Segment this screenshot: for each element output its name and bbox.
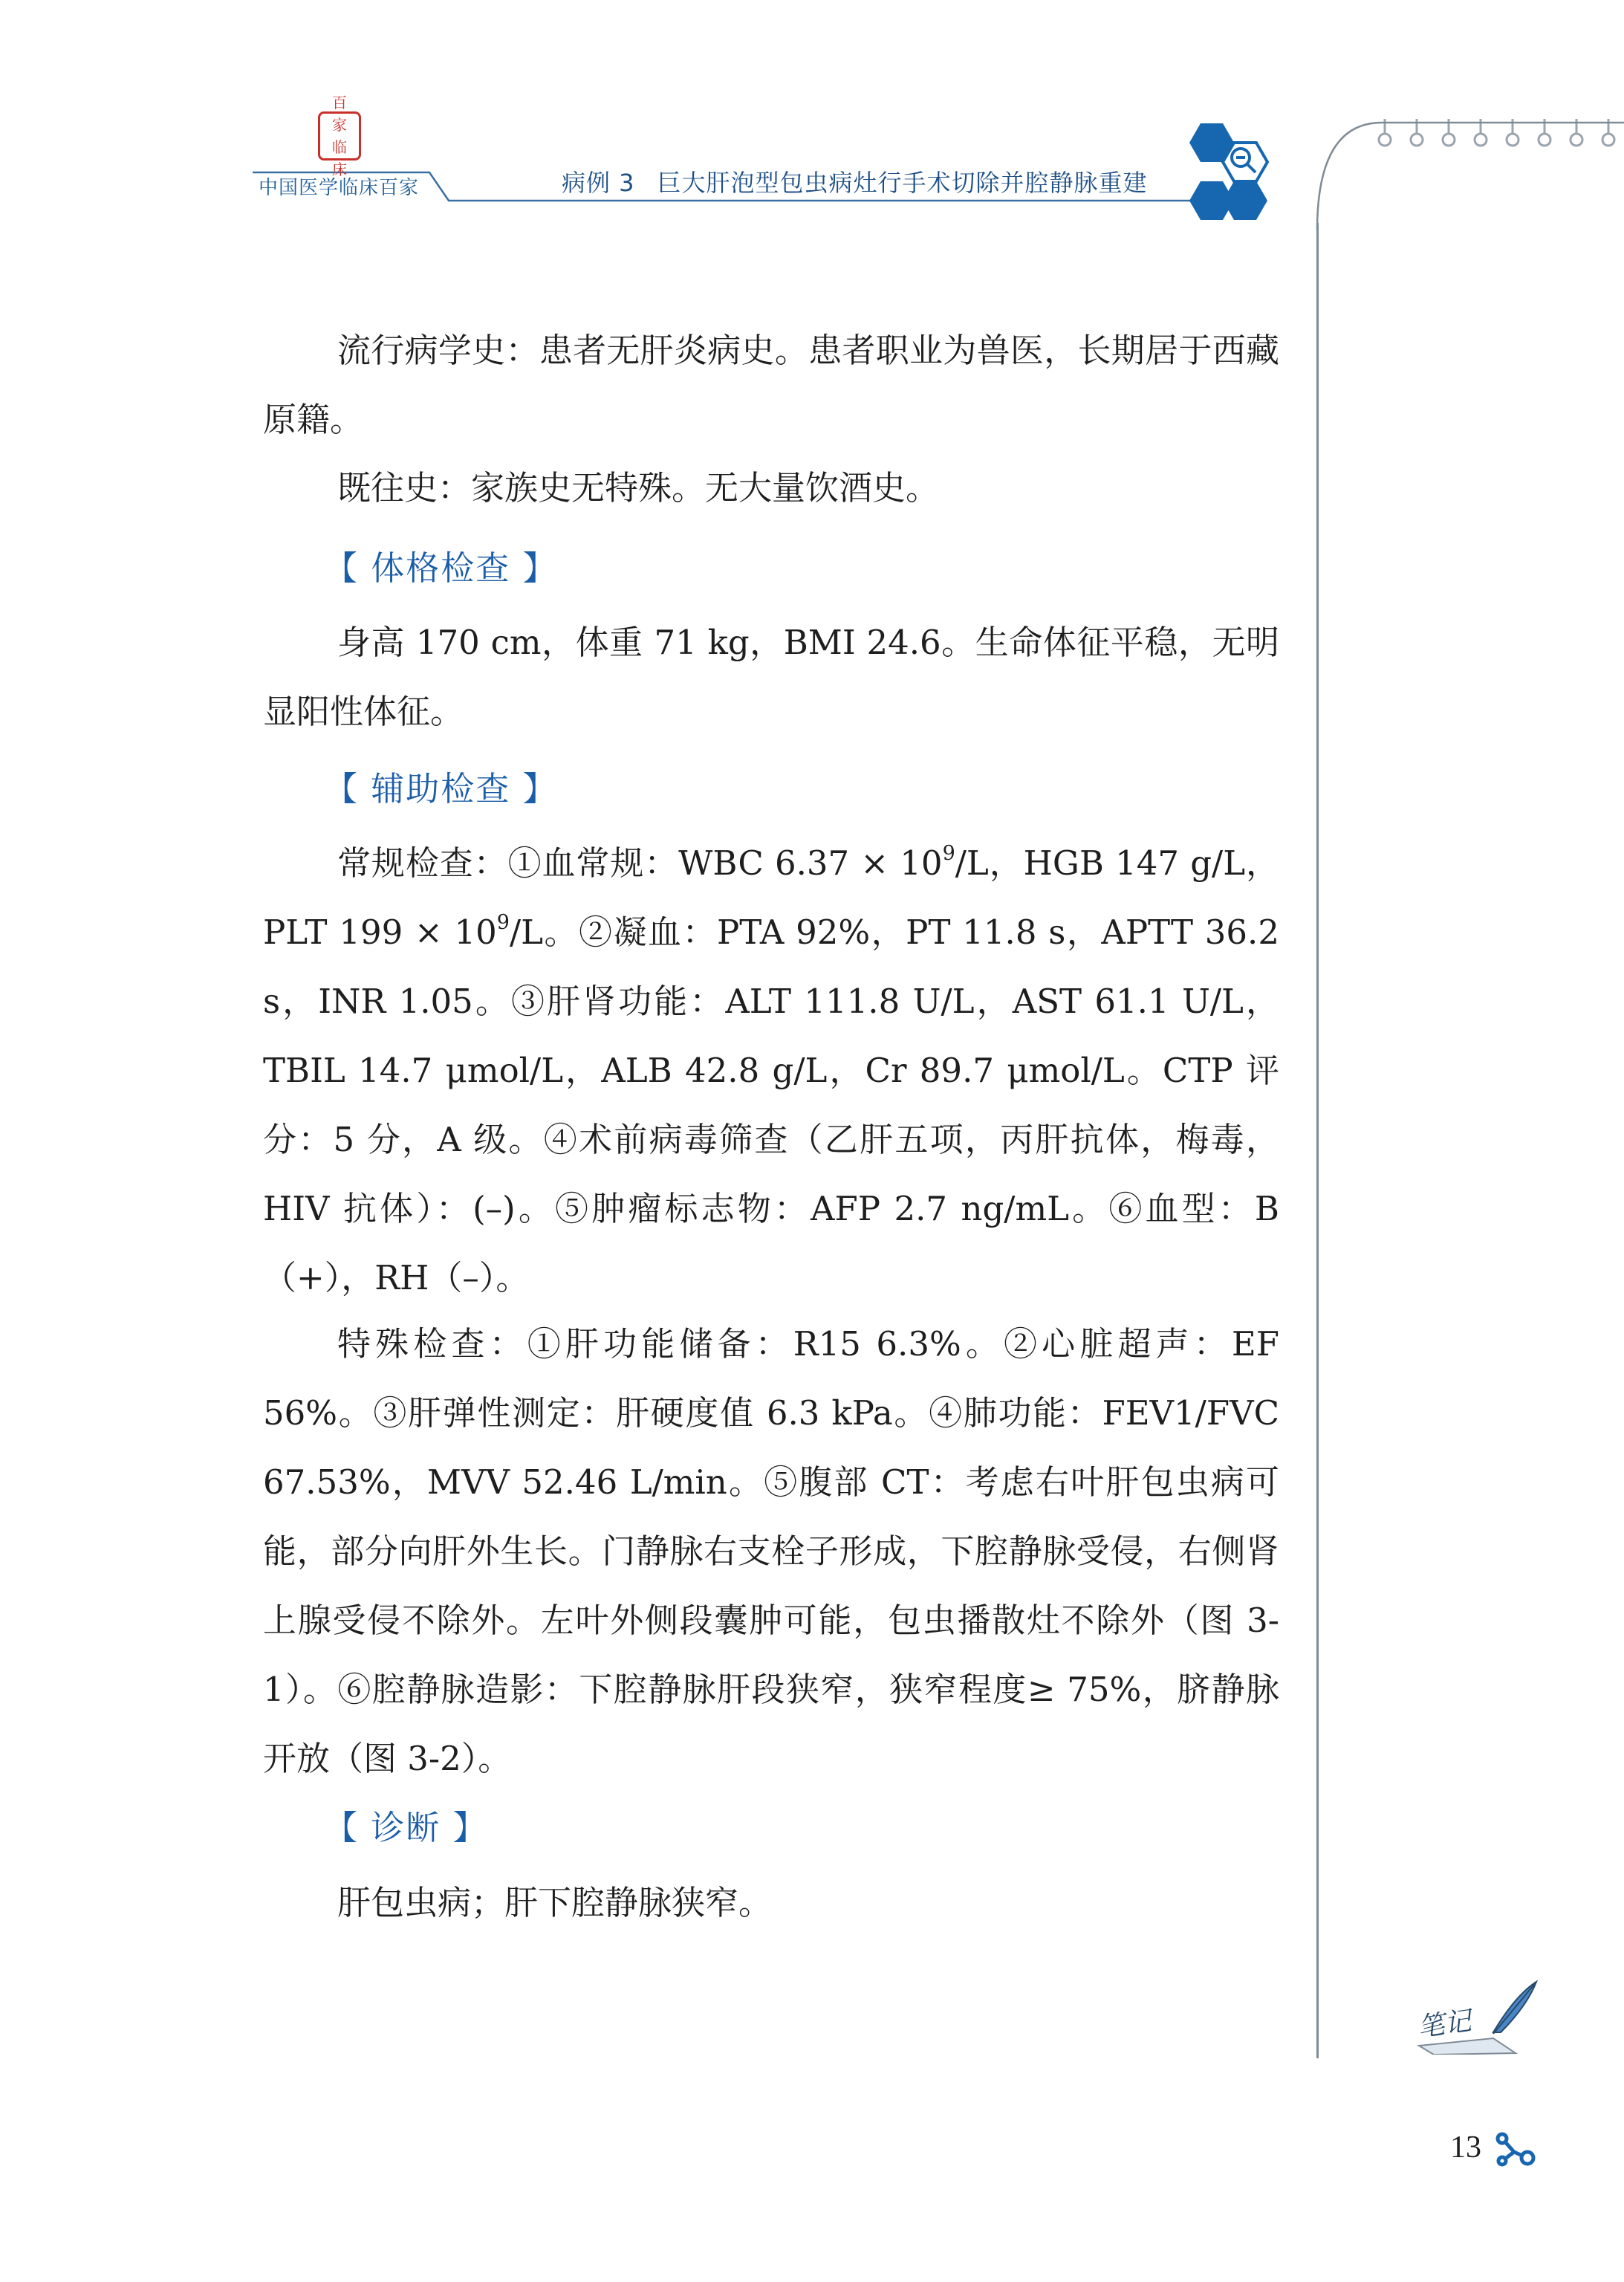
past-history-paragraph: 既往史：家族史无特殊。无大量饮酒史。 [337, 468, 940, 508]
case-number: 病例 3 [562, 169, 635, 197]
binding-dots [1379, 134, 1614, 146]
running-header [562, 164, 1148, 198]
publisher-logo-seal [318, 94, 361, 178]
margin-line [1316, 223, 1319, 2058]
molecule-icon [1493, 2130, 1538, 2168]
epidemiology-paragraph: 流行病学史：患者无肝炎病史。患者职业为兽医，长期居于西藏原籍。 [263, 331, 1279, 439]
routine-exam-paragraph: 常规检查：①血常规：WBC $6.37 \times 10^9/L$，HGB 147 g/L，PLT $199 \times 10^9/L$。②凝血：PTA 92%，PT 11.8 s，APTT 36.2 s，INR 1.05。③肝肾功能：ALT 111.8 U/L，AST 61.1 U/L，TBIL 14.7 μmol/L，ALB 42.8 g/L，Cr 89.7 μmol/L。CTP 评分：5 分，A 级。④术前病毒筛查（乙肝五项，丙肝抗体，梅毒，HIV 抗体）：(–)。⑤肿瘤标志物：AFP 2.7 ng/mL。⑥血型：B（+），RH（–）。 [263, 841, 1279, 1297]
physical-exam-paragraph: 身高 170 cm，体重 71 kg，BMI 24.6。生命体征平稳，无明显阳性体征。 [263, 623, 1279, 731]
page-number: 13 [1450, 2130, 1481, 2165]
diagnosis-paragraph: 肝包虫病；肝下腔静脉狭窄。 [337, 1883, 773, 1922]
case-title: 巨大肝泡型包虫病灶行手术切除并腔静脉重建 [657, 169, 1148, 197]
heading-physical-exam: 【 体格检查 】 [324, 548, 558, 588]
seal-char: 家 [332, 116, 347, 134]
seal-char: 百 [332, 94, 347, 111]
seal-char: 床 [332, 161, 347, 178]
header-decoration [0, 0, 1624, 238]
seal-char: 临 [332, 138, 347, 156]
series-name: 中国医学临床百家 [259, 177, 420, 199]
heading-auxiliary-exam: 【 辅助检查 】 [324, 769, 558, 808]
heading-diagnosis: 【 诊断 】 [324, 1808, 488, 1847]
special-exam-paragraph: 特殊检查：①肝功能储备：R15 6.3%。②心脏超声：EF 56%。③肝弹性测定：肝硬度值 6.3 kPa。④肺功能：FEV1/FVC 67.53%，MVV 52.46 L/min。⑤腹部 CT：考虑右叶肝包虫病可能，部分向肝外生长。门静脉右支栓子形成，下腔静脉受侵，右侧肾上腺受侵不除外。左叶外侧段囊肿可能，包虫播散灶不除外（图 3-1）。⑥腔静脉造影：下腔静脉肝段狭窄，狭窄程度≥ 75%，脐静脉开放（图 3-2）。 [263, 1324, 1279, 1778]
notes-label: 笔记 [1415, 2006, 1473, 2043]
